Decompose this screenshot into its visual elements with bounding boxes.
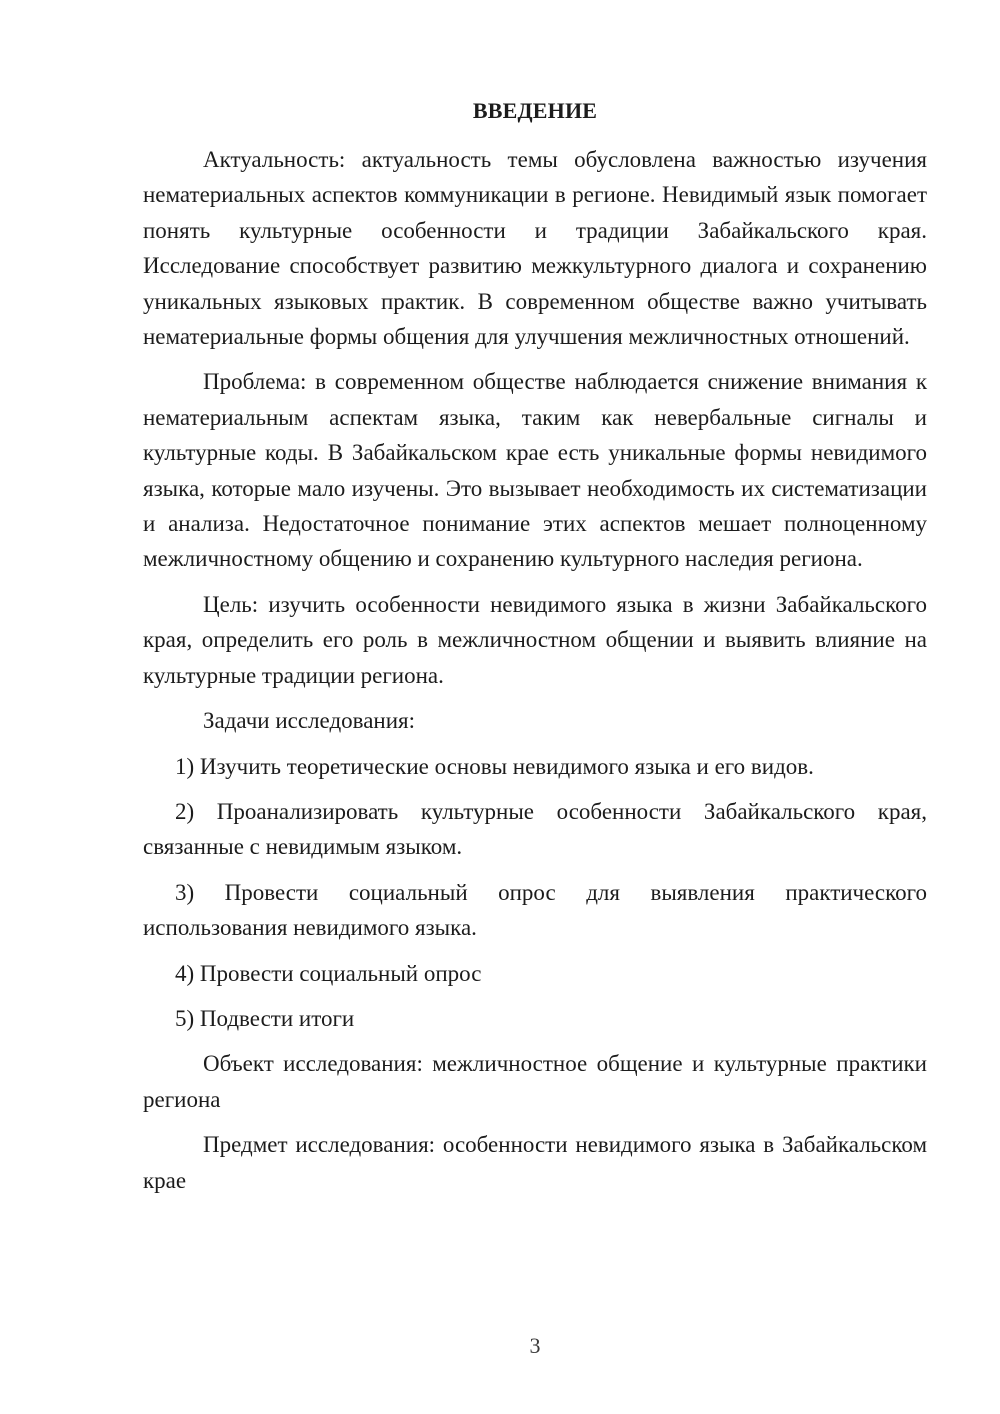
goal-paragraph: Цель: изучить особенности невидимого языка в жизни Забайкальского края, определить его роль в межличностном общении и выявить влияние на культурные традиции региона.: [143, 591, 927, 688]
task-item: 1) Изучить теоретические основы невидимого языка и его видов.: [175, 753, 814, 779]
task-item: 3) Провести социальный опрос для выявления практического использования невидимого языка.: [143, 879, 927, 941]
problem-paragraph: Проблема: в современном обществе наблюдается снижение внимания к нематериальным аспектам языка, таким как невербальные сигналы и культурные коды. В Забайкальском крае есть уникальные формы невидимого языка, которые мало изучены. Это вызывает необходимость их систематизации и анализа. Недостаточное понимание этих аспектов мешает полноценному межличностному общению и сохранению культурного наследия региона.: [143, 369, 927, 572]
task-item: 5) Подвести итоги: [175, 1005, 355, 1031]
page-number: 3: [529, 1333, 541, 1358]
relevance-paragraph: Актуальность: актуальность темы обусловлена важностью изучения нематериальных аспектов коммуникации в регионе. Невидимый язык помогает понять культурные особенности и традиции Забайкальского края. Исследование способствует развитию межкультурного диалога и сохранению уникальных языковых практик. В современном обществе важно учитывать нематериальные формы общения для улучшения межличностных отношений.: [143, 147, 927, 350]
subject-paragraph: Предмет исследования: особенности невидимого языка в Забайкальском крае: [143, 1132, 927, 1193]
page-body: [143, 142, 927, 1198]
section-title: ВВЕДЕНИЕ: [472, 98, 598, 123]
task-item: 2) Проанализировать культурные особенности Забайкальского края, связанные с невидимым языком.: [143, 798, 927, 860]
tasks-heading: Задачи исследования:: [203, 708, 416, 734]
object-paragraph: Объект исследования: межличностное общение и культурные практики региона: [143, 1051, 927, 1112]
task-item: 4) Провести социальный опрос: [175, 960, 482, 986]
